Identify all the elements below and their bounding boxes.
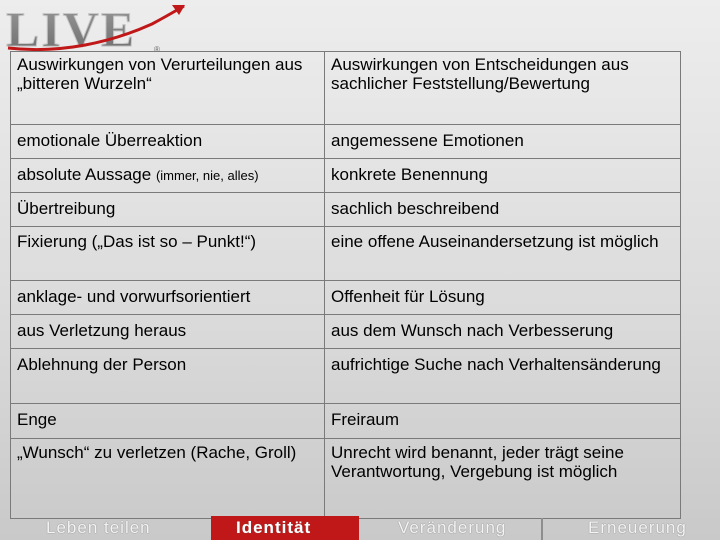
cell-left: anklage- und vorwurfsorientiert — [11, 281, 325, 315]
table-row — [11, 125, 681, 159]
cell-right: konkrete Benennung — [325, 159, 681, 193]
table-row — [11, 159, 681, 193]
cell-right: Unrecht wird benannt, jeder trägt seine Verantwortung, Vergebung ist möglich — [325, 439, 681, 519]
table-header-row — [11, 52, 681, 125]
svg-text:®: ® — [154, 45, 160, 54]
footer-nav — [0, 512, 720, 540]
cell-left-note: (immer, nie, alles) — [155, 168, 259, 183]
cell-right: aus dem Wunsch nach Verbesserung — [325, 315, 681, 349]
table-row — [11, 349, 681, 404]
footer-item-veraenderung: Veränderung — [398, 518, 507, 537]
table-row — [11, 439, 681, 519]
header-left: Auswirkungen von Verurteilungen aus „bitteren Wurzeln“ — [11, 52, 325, 125]
cell-left: Fixierung („Das ist so – Punkt!“) — [11, 227, 325, 281]
table-row — [11, 227, 681, 281]
cell-left: emotionale Überreaktion — [11, 125, 325, 159]
table-row — [11, 315, 681, 349]
cell-right: aufrichtige Suche nach Verhaltensänderung — [325, 349, 681, 404]
cell-right: eine offene Auseinandersetzung ist möglich — [325, 227, 681, 281]
cell-right: Offenheit für Lösung — [325, 281, 681, 315]
cell-right: angemessene Emotionen — [325, 125, 681, 159]
cell-left: aus Verletzung heraus — [11, 315, 325, 349]
header-right: Auswirkungen von Entscheidungen aus sachlicher Feststellung/Bewertung — [325, 52, 681, 125]
footer-item-identitaet: Identität — [236, 518, 312, 537]
cell-left — [11, 159, 325, 193]
cell-left: Enge — [11, 404, 325, 439]
cell-left-text: absolute Aussage — [17, 165, 152, 184]
cell-left: Ablehnung der Person — [11, 349, 325, 404]
comparison-table — [10, 51, 681, 519]
cell-right: Freiraum — [325, 404, 681, 439]
footer-divider — [541, 518, 543, 540]
cell-right: sachlich beschreibend — [325, 193, 681, 227]
table-row — [11, 193, 681, 227]
footer-item-erneuerung: Erneuerung — [588, 518, 687, 537]
footer-item-leben-teilen: Leben teilen — [46, 518, 151, 537]
cell-left: Übertreibung — [11, 193, 325, 227]
svg-text:LIVE: LIVE — [6, 2, 137, 57]
cell-left: „Wunsch“ zu verletzen (Rache, Groll) — [11, 439, 325, 519]
table-row — [11, 281, 681, 315]
table-row — [11, 404, 681, 439]
